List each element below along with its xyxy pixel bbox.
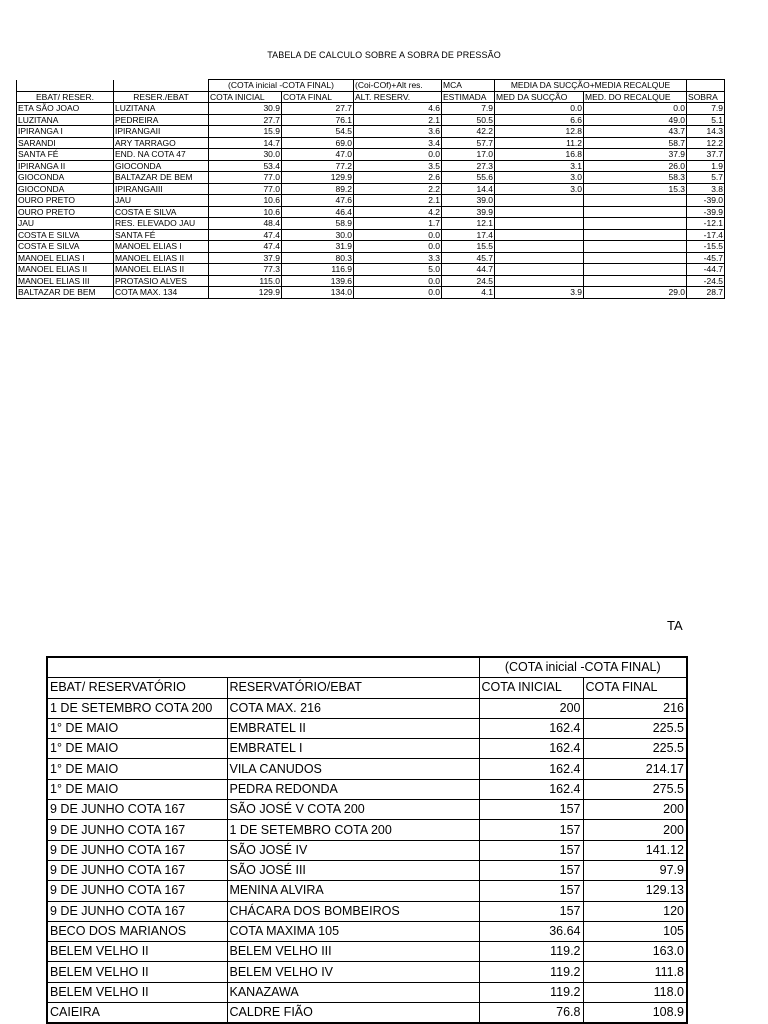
table-cell: 47.4 xyxy=(209,229,282,241)
table-cell: IPIRANGA I xyxy=(17,126,114,138)
column-header: SOBRA xyxy=(687,91,725,103)
group-header: (COTA inicial -COTA FINAL) xyxy=(209,80,354,92)
table-cell: BALTAZAR DE BEM xyxy=(114,172,209,184)
table-cell: 3.1 xyxy=(495,160,584,172)
table-cell: 30.9 xyxy=(209,103,282,115)
table-cell: IPIRANGAII xyxy=(114,126,209,138)
table-cell: 77.3 xyxy=(209,264,282,276)
table-row xyxy=(17,183,725,195)
table-cell: 14.3 xyxy=(687,126,725,138)
table-row xyxy=(47,718,687,738)
table-row xyxy=(17,241,725,253)
table-cell: 2.1 xyxy=(354,114,442,126)
table-cell: 24.5 xyxy=(442,275,495,287)
table-cell: 200 xyxy=(583,820,687,840)
table-cell: 7.9 xyxy=(687,103,725,115)
table-cell: 29.0 xyxy=(584,287,687,299)
table-cell: 10.6 xyxy=(209,195,282,207)
column-header: COTA FINAL xyxy=(282,91,354,103)
table-cell: 15.3 xyxy=(584,183,687,195)
table-cell: -39.9 xyxy=(687,206,725,218)
table-cell: GIOCONDA xyxy=(17,172,114,184)
table-cell: 1° DE MAIO xyxy=(47,779,227,799)
table-cell xyxy=(584,252,687,264)
table-cell xyxy=(495,264,584,276)
table-cell xyxy=(584,241,687,253)
column-header: ALT. RESERV. xyxy=(354,91,442,103)
table-cell: 39.0 xyxy=(442,195,495,207)
table-cell: 5.0 xyxy=(354,264,442,276)
table-cell: 47.4 xyxy=(209,241,282,253)
table-cell: SANTA FÉ xyxy=(114,229,209,241)
table-cell: CHÁCARA DOS BOMBEIROS xyxy=(227,901,479,921)
table-row xyxy=(47,921,687,941)
table-cell xyxy=(584,218,687,230)
table-cell: 4.6 xyxy=(354,103,442,115)
table-cell: 69.0 xyxy=(282,137,354,149)
table-cell: -24.5 xyxy=(687,275,725,287)
table-cell: 36.64 xyxy=(479,921,583,941)
table-cell: JAU xyxy=(114,195,209,207)
table-cell: 45.7 xyxy=(442,252,495,264)
table-cell xyxy=(584,206,687,218)
table-cell: BELEM VELHO II xyxy=(47,942,227,962)
table-row xyxy=(17,172,725,184)
column-header: COTA INICIAL xyxy=(209,91,282,103)
table-cell: 3.3 xyxy=(354,252,442,264)
table-row xyxy=(47,698,687,718)
column-header: ESTIMADA xyxy=(442,91,495,103)
table-cell: 162.4 xyxy=(479,718,583,738)
table-row xyxy=(47,1003,687,1024)
header-row xyxy=(47,678,687,698)
table-cell: 30.0 xyxy=(282,229,354,241)
table-cell: 141.12 xyxy=(583,840,687,860)
table-row xyxy=(17,103,725,115)
table-cell: -15.5 xyxy=(687,241,725,253)
table-cell: MANOEL ELIAS II xyxy=(114,252,209,264)
table-row xyxy=(47,881,687,901)
table-cell: CAIEIRA xyxy=(47,1003,227,1024)
table-cell: 76.8 xyxy=(479,1003,583,1024)
table-cell: -44.7 xyxy=(687,264,725,276)
table-cell: 37.9 xyxy=(209,252,282,264)
table-cell: PROTASIO ALVES xyxy=(114,275,209,287)
table-cell: COSTA E SILVA xyxy=(114,206,209,218)
table-cell: 200 xyxy=(583,800,687,820)
table-cell: 17.4 xyxy=(442,229,495,241)
table-cell: 9 DE JUNHO COTA 167 xyxy=(47,881,227,901)
table-cell: MANOEL ELIAS II xyxy=(114,264,209,276)
table-cell xyxy=(584,275,687,287)
table-cell: SÃO JOSÉ IV xyxy=(227,840,479,860)
table-cell: 27.7 xyxy=(209,114,282,126)
table-cell: 0.0 xyxy=(354,287,442,299)
table-cell: MANOEL ELIAS I xyxy=(17,252,114,264)
table-cell: 77.2 xyxy=(282,160,354,172)
table-row xyxy=(47,982,687,1002)
document-title: TABELA DE CALCULO SOBRE A SOBRA DE PRESSÃO xyxy=(267,50,501,60)
table-cell: ARY TARRAGO xyxy=(114,137,209,149)
table-cell: COTA MAX. 134 xyxy=(114,287,209,299)
table-cell: 119.2 xyxy=(479,982,583,1002)
table-cell: COSTA E SILVA xyxy=(17,241,114,253)
table-cell: 7.9 xyxy=(442,103,495,115)
column-header: RESERVATÓRIO/EBAT xyxy=(227,678,479,698)
table-cell: 2.6 xyxy=(354,172,442,184)
table-cell: 157 xyxy=(479,901,583,921)
table-cell: 11.2 xyxy=(495,137,584,149)
table-row xyxy=(47,820,687,840)
table-cell: 4.1 xyxy=(442,287,495,299)
table-row xyxy=(17,264,725,276)
table-cell: EMBRATEL II xyxy=(227,718,479,738)
table-cell: 26.0 xyxy=(584,160,687,172)
table-cell: 12.1 xyxy=(442,218,495,230)
group-header: MEDIA DA SUCÇÃO+MEDIA RECALQUE xyxy=(495,80,687,92)
table-cell: 15.5 xyxy=(442,241,495,253)
table-cell: BELEM VELHO III xyxy=(227,942,479,962)
table-cell: 162.4 xyxy=(479,759,583,779)
table-cell: BECO DOS MARIANOS xyxy=(47,921,227,941)
table-cell: 4.2 xyxy=(354,206,442,218)
table-row xyxy=(17,275,725,287)
table-cell: 120 xyxy=(583,901,687,921)
table-cell: 5.7 xyxy=(687,172,725,184)
table-cell: 1 DE SETEMBRO COTA 200 xyxy=(47,698,227,718)
table-row xyxy=(47,860,687,880)
table-cell: 134.0 xyxy=(282,287,354,299)
table-cell: 0.0 xyxy=(354,229,442,241)
table-cell: BELEM VELHO II xyxy=(47,982,227,1002)
table-cell: 77.0 xyxy=(209,183,282,195)
table-cell: KANAZAWA xyxy=(227,982,479,1002)
table-cell: 1° DE MAIO xyxy=(47,759,227,779)
table-cell: 162.4 xyxy=(479,739,583,759)
table-cell: SARANDI xyxy=(17,137,114,149)
table-cell: 1° DE MAIO xyxy=(47,739,227,759)
blank-header-cell xyxy=(114,80,209,92)
column-header: MED. DO RECALQUE xyxy=(584,91,687,103)
table-row xyxy=(47,962,687,982)
table-cell: EMBRATEL I xyxy=(227,739,479,759)
table-cell: 15.9 xyxy=(209,126,282,138)
table-cell: 42.2 xyxy=(442,126,495,138)
table-cell xyxy=(584,229,687,241)
table-cell: 80.3 xyxy=(282,252,354,264)
table-cell: SÃO JOSÉ III xyxy=(227,860,479,880)
blank-header-cell xyxy=(47,657,479,678)
table-row xyxy=(47,840,687,860)
table-row xyxy=(47,779,687,799)
table-cell: 3.9 xyxy=(495,287,584,299)
table-cell xyxy=(495,195,584,207)
table-cell: 9 DE JUNHO COTA 167 xyxy=(47,901,227,921)
table-cell: 275.5 xyxy=(583,779,687,799)
table-cell: 3.5 xyxy=(354,160,442,172)
table-cell: 162.4 xyxy=(479,779,583,799)
table-row xyxy=(17,195,725,207)
table-cell: 0.0 xyxy=(495,103,584,115)
table-cell xyxy=(495,252,584,264)
group-header-row xyxy=(47,657,687,678)
table-cell: 3.6 xyxy=(354,126,442,138)
table-cell: 129.9 xyxy=(282,172,354,184)
table-cell: 105 xyxy=(583,921,687,941)
table-cell: 50.5 xyxy=(442,114,495,126)
table-cell: 47.6 xyxy=(282,195,354,207)
table-row xyxy=(17,252,725,264)
table-cell: 76.1 xyxy=(282,114,354,126)
table-cell: 16.8 xyxy=(495,149,584,161)
table-cell: 17.0 xyxy=(442,149,495,161)
table-row xyxy=(47,759,687,779)
table-cell: 3.0 xyxy=(495,183,584,195)
column-header: EBAT/ RESERVATÓRIO xyxy=(47,678,227,698)
column-header: MED DA SUCÇÃO xyxy=(495,91,584,103)
table-cell: 5.1 xyxy=(687,114,725,126)
column-header: COTA INICIAL xyxy=(479,678,583,698)
table-cell: 97.9 xyxy=(583,860,687,880)
table-cell: 14.4 xyxy=(442,183,495,195)
table-row xyxy=(17,137,725,149)
table-cell: BALTAZAR DE BEM xyxy=(17,287,114,299)
table-cell: END. NA COTA 47 xyxy=(114,149,209,161)
table-cell: 27.3 xyxy=(442,160,495,172)
table-cell: LUZITANA xyxy=(17,114,114,126)
table-cell: PEDRA REDONDA xyxy=(227,779,479,799)
table-row xyxy=(17,206,725,218)
table-cell: 157 xyxy=(479,820,583,840)
table-cell: COTA MAXIMA 105 xyxy=(227,921,479,941)
table-cell: 139.6 xyxy=(282,275,354,287)
table-cell: 0.0 xyxy=(354,241,442,253)
table-cell: 0.0 xyxy=(354,149,442,161)
table-cell: 119.2 xyxy=(479,942,583,962)
header-row xyxy=(17,91,725,103)
table-cell: 119.2 xyxy=(479,962,583,982)
reservoir-table xyxy=(46,656,688,1024)
group-header: (COTA inicial -COTA FINAL) xyxy=(479,657,687,678)
table-cell: 3.8 xyxy=(687,183,725,195)
table-row xyxy=(17,229,725,241)
table-cell: 1.9 xyxy=(687,160,725,172)
table-cell: 225.5 xyxy=(583,739,687,759)
table-cell: IPIRANGAIII xyxy=(114,183,209,195)
table-cell: SÃO JOSÉ V COTA 200 xyxy=(227,800,479,820)
table-cell: 37.7 xyxy=(687,149,725,161)
table-cell: VILA CANUDOS xyxy=(227,759,479,779)
table-cell: OURO PRETO xyxy=(17,206,114,218)
table-cell: 3.0 xyxy=(495,172,584,184)
table-cell: OURO PRETO xyxy=(17,195,114,207)
table-cell: 31.9 xyxy=(282,241,354,253)
table-cell: 49.0 xyxy=(584,114,687,126)
table-cell: 57.7 xyxy=(442,137,495,149)
table-cell: 43.7 xyxy=(584,126,687,138)
table-cell: 12.8 xyxy=(495,126,584,138)
table-cell: 46.4 xyxy=(282,206,354,218)
table-cell xyxy=(495,218,584,230)
table-cell: 115.0 xyxy=(209,275,282,287)
table-row xyxy=(47,739,687,759)
ta-label: TA xyxy=(667,618,683,633)
group-header-row xyxy=(17,80,725,92)
table-row xyxy=(17,126,725,138)
table-cell: 30.0 xyxy=(209,149,282,161)
table-cell xyxy=(495,275,584,287)
table-cell: 157 xyxy=(479,800,583,820)
table-row xyxy=(17,287,725,299)
table-cell: COSTA E SILVA xyxy=(17,229,114,241)
table-cell: 58.3 xyxy=(584,172,687,184)
table-cell: 37.9 xyxy=(584,149,687,161)
table-cell: 157 xyxy=(479,881,583,901)
table-cell: 116.9 xyxy=(282,264,354,276)
table-cell: 111.8 xyxy=(583,962,687,982)
table-cell: 1 DE SETEMBRO COTA 200 xyxy=(227,820,479,840)
table-cell: 200 xyxy=(479,698,583,718)
group-header: (Coi-COf)+Alt res. xyxy=(354,80,442,92)
blank-header-cell xyxy=(687,80,725,92)
table-cell: 44.7 xyxy=(442,264,495,276)
group-header: MCA xyxy=(442,80,495,92)
table-cell: 129.9 xyxy=(209,287,282,299)
table-row xyxy=(47,800,687,820)
table-cell: SANTA FÉ xyxy=(17,149,114,161)
table-cell: 129.13 xyxy=(583,881,687,901)
table-cell: 10.6 xyxy=(209,206,282,218)
table-cell: 214.17 xyxy=(583,759,687,779)
table-row xyxy=(47,942,687,962)
table-cell: 2.2 xyxy=(354,183,442,195)
table-row xyxy=(17,114,725,126)
table-cell: 216 xyxy=(583,698,687,718)
table-cell: ETA SÃO JOAO xyxy=(17,103,114,115)
table-cell: 225.5 xyxy=(583,718,687,738)
table-cell: 55.6 xyxy=(442,172,495,184)
column-header: EBAT/ RESER. xyxy=(17,91,114,103)
table-cell: GIOCONDA xyxy=(17,183,114,195)
table-cell: 58.9 xyxy=(282,218,354,230)
table-cell: 89.2 xyxy=(282,183,354,195)
table-cell: BELEM VELHO IV xyxy=(227,962,479,982)
table-cell: 0.0 xyxy=(584,103,687,115)
table-cell xyxy=(495,229,584,241)
table-cell: 157 xyxy=(479,840,583,860)
table-cell: CALDRE FIÃO xyxy=(227,1003,479,1024)
table-cell: 9 DE JUNHO COTA 167 xyxy=(47,860,227,880)
table-cell: MANOEL ELIAS II xyxy=(17,264,114,276)
table-cell: RES. ELEVADO JAU xyxy=(114,218,209,230)
table-cell: 1.7 xyxy=(354,218,442,230)
table-cell: 54.5 xyxy=(282,126,354,138)
table-cell xyxy=(584,264,687,276)
table-cell: IPIRANGA II xyxy=(17,160,114,172)
table-row xyxy=(17,218,725,230)
table-cell: 77.0 xyxy=(209,172,282,184)
table-row xyxy=(17,149,725,161)
table-cell: 108.9 xyxy=(583,1003,687,1024)
table-cell: 163.0 xyxy=(583,942,687,962)
table-cell: 53.4 xyxy=(209,160,282,172)
table-cell: COTA MAX. 216 xyxy=(227,698,479,718)
table-cell: -45.7 xyxy=(687,252,725,264)
table-cell: -12.1 xyxy=(687,218,725,230)
table-cell: 48.4 xyxy=(209,218,282,230)
table-cell: LUZITANA xyxy=(114,103,209,115)
table-cell: 9 DE JUNHO COTA 167 xyxy=(47,840,227,860)
table-cell: 9 DE JUNHO COTA 167 xyxy=(47,820,227,840)
table-cell: 6.6 xyxy=(495,114,584,126)
table-cell: 9 DE JUNHO COTA 167 xyxy=(47,800,227,820)
table-row xyxy=(17,160,725,172)
table-cell: 14.7 xyxy=(209,137,282,149)
table-cell: 157 xyxy=(479,860,583,880)
column-header: COTA FINAL xyxy=(583,678,687,698)
table-cell: JAU xyxy=(17,218,114,230)
table-cell: BELEM VELHO II xyxy=(47,962,227,982)
table-cell: 2.1 xyxy=(354,195,442,207)
table-cell xyxy=(584,195,687,207)
table-cell: -17.4 xyxy=(687,229,725,241)
table-cell: 28.7 xyxy=(687,287,725,299)
table-cell: GIOCONDA xyxy=(114,160,209,172)
table-cell: MANOEL ELIAS I xyxy=(114,241,209,253)
table-cell: 39.9 xyxy=(442,206,495,218)
column-header: RESER./EBAT xyxy=(114,91,209,103)
table-cell: 0.0 xyxy=(354,275,442,287)
pressure-table xyxy=(16,79,725,299)
table-cell: MENINA ALVIRA xyxy=(227,881,479,901)
table-cell xyxy=(495,241,584,253)
table-cell: PEDREIRA xyxy=(114,114,209,126)
table-cell: MANOEL ELIAS III xyxy=(17,275,114,287)
table-row xyxy=(47,901,687,921)
table-cell: 58.7 xyxy=(584,137,687,149)
table-cell: 118.0 xyxy=(583,982,687,1002)
table-cell xyxy=(495,206,584,218)
table-cell: 47.0 xyxy=(282,149,354,161)
table-cell: -39.0 xyxy=(687,195,725,207)
blank-header-cell xyxy=(17,80,114,92)
table-cell: 12.2 xyxy=(687,137,725,149)
table-cell: 1° DE MAIO xyxy=(47,718,227,738)
table-cell: 3.4 xyxy=(354,137,442,149)
table-cell: 27.7 xyxy=(282,103,354,115)
